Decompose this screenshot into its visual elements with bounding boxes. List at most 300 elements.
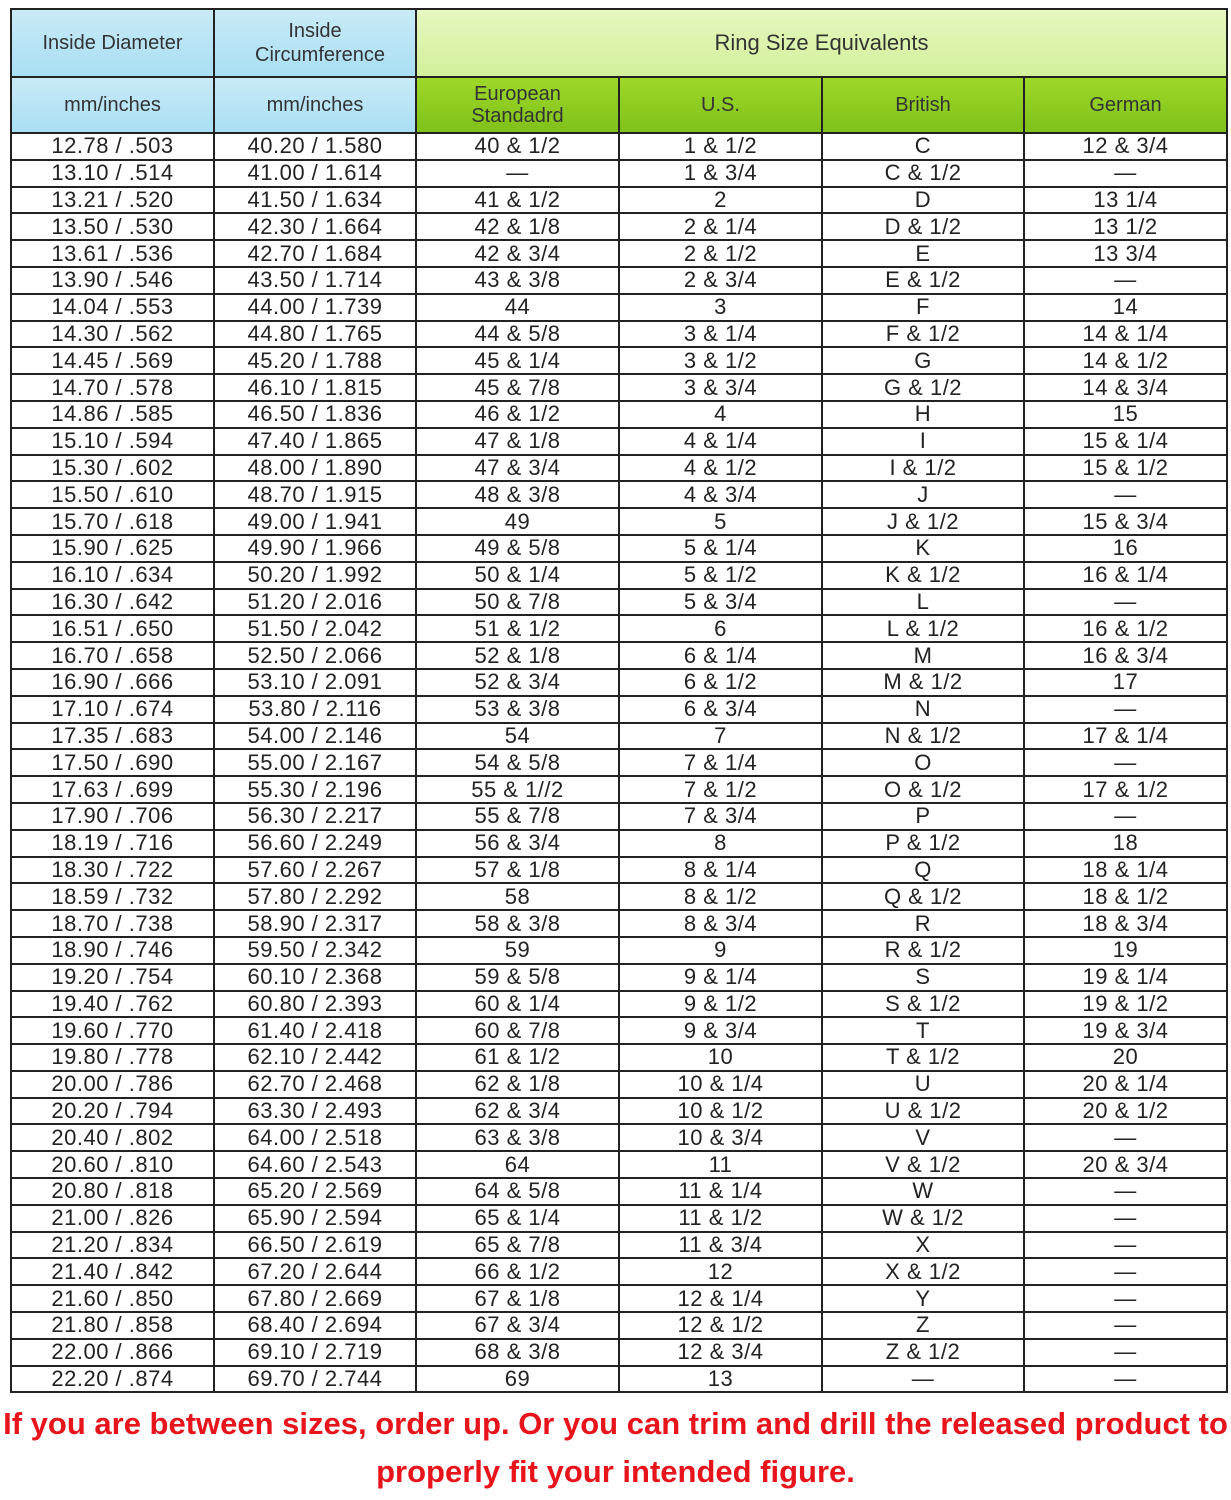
european-cell: 44: [416, 294, 619, 321]
diameter-cell: 12.78 / .503: [11, 133, 214, 160]
us-cell: 5 & 1/4: [619, 535, 822, 562]
diameter-cell: 20.00 / .786: [11, 1071, 214, 1098]
circumference-cell: 69.70 / 2.744: [214, 1366, 416, 1393]
european-cell: 56 & 3/4: [416, 830, 619, 857]
german-cell: 14 & 3/4: [1024, 374, 1227, 401]
german-cell: 15 & 1/2: [1024, 455, 1227, 482]
table-row: [11, 1312, 1227, 1339]
german-cell: 13 1/2: [1024, 213, 1227, 240]
german-cell: 17 & 1/2: [1024, 776, 1227, 803]
british-cell: K & 1/2: [822, 562, 1024, 589]
german-cell: —: [1024, 481, 1227, 508]
table-row: [11, 133, 1227, 160]
european-cell: 47 & 1/8: [416, 428, 619, 455]
british-cell: L: [822, 589, 1024, 616]
european-cell: 42 & 3/4: [416, 240, 619, 267]
british-cell: X: [822, 1232, 1024, 1259]
diameter-cell: 19.40 / .762: [11, 991, 214, 1018]
british-cell: Q: [822, 857, 1024, 884]
circumference-cell: 57.60 / 2.267: [214, 857, 416, 884]
diameter-cell: 14.86 / .585: [11, 401, 214, 428]
us-cell: 13: [619, 1366, 822, 1393]
european-cell: 60 & 1/4: [416, 991, 619, 1018]
german-cell: 18 & 3/4: [1024, 910, 1227, 937]
table-row: [11, 1151, 1227, 1178]
us-cell: 2 & 1/2: [619, 240, 822, 267]
european-cell: 58 & 3/8: [416, 910, 619, 937]
british-cell: R & 1/2: [822, 937, 1024, 964]
circumference-cell: 45.20 / 1.788: [214, 347, 416, 374]
european-cell: 43 & 3/8: [416, 267, 619, 294]
european-cell: 59 & 5/8: [416, 964, 619, 991]
european-cell: 45 & 1/4: [416, 347, 619, 374]
german-cell: —: [1024, 1205, 1227, 1232]
diameter-cell: 22.20 / .874: [11, 1366, 214, 1393]
british-cell: U: [822, 1071, 1024, 1098]
circumference-cell: 48.00 / 1.890: [214, 455, 416, 482]
european-cell: 53 & 3/8: [416, 696, 619, 723]
circumference-cell: 67.20 / 2.644: [214, 1258, 416, 1285]
circumference-cell: 65.90 / 2.594: [214, 1205, 416, 1232]
european-cell: 65 & 1/4: [416, 1205, 619, 1232]
table-row: [11, 669, 1227, 696]
british-cell: F & 1/2: [822, 321, 1024, 348]
us-cell: 4 & 3/4: [619, 481, 822, 508]
diameter-cell: 13.50 / .530: [11, 213, 214, 240]
us-cell: 7 & 1/4: [619, 749, 822, 776]
circumference-cell: 41.00 / 1.614: [214, 160, 416, 187]
british-cell: C: [822, 133, 1024, 160]
circumference-cell: 63.30 / 2.493: [214, 1098, 416, 1125]
diameter-cell: 15.30 / .602: [11, 455, 214, 482]
british-cell: I & 1/2: [822, 455, 1024, 482]
header-ring-size-equivalents: Ring Size Equivalents: [416, 9, 1227, 77]
german-cell: —: [1024, 803, 1227, 830]
british-cell: O: [822, 749, 1024, 776]
table-row: [11, 830, 1227, 857]
table-row: [11, 991, 1227, 1018]
german-cell: 20: [1024, 1044, 1227, 1071]
diameter-cell: 13.90 / .546: [11, 267, 214, 294]
british-cell: V & 1/2: [822, 1151, 1024, 1178]
british-cell: T: [822, 1017, 1024, 1044]
circumference-cell: 67.80 / 2.669: [214, 1285, 416, 1312]
circumference-cell: 42.30 / 1.664: [214, 213, 416, 240]
table-row: [11, 1178, 1227, 1205]
table-row: [11, 1017, 1227, 1044]
diameter-cell: 16.10 / .634: [11, 562, 214, 589]
table-row: [11, 267, 1227, 294]
us-cell: 12 & 3/4: [619, 1339, 822, 1366]
british-cell: G & 1/2: [822, 374, 1024, 401]
table-row: [11, 1339, 1227, 1366]
german-cell: —: [1024, 1366, 1227, 1393]
german-cell: 17: [1024, 669, 1227, 696]
german-cell: —: [1024, 1339, 1227, 1366]
table-row: [11, 615, 1227, 642]
diameter-cell: 17.63 / .699: [11, 776, 214, 803]
diameter-cell: 16.70 / .658: [11, 642, 214, 669]
european-cell: 66 & 1/2: [416, 1258, 619, 1285]
us-cell: 7 & 1/2: [619, 776, 822, 803]
us-cell: 9 & 1/2: [619, 991, 822, 1018]
table-row: [11, 1205, 1227, 1232]
british-cell: E: [822, 240, 1024, 267]
circumference-cell: 54.00 / 2.146: [214, 723, 416, 750]
diameter-cell: 18.59 / .732: [11, 883, 214, 910]
diameter-cell: 19.20 / .754: [11, 964, 214, 991]
british-cell: N: [822, 696, 1024, 723]
diameter-cell: 21.20 / .834: [11, 1232, 214, 1259]
german-cell: —: [1024, 589, 1227, 616]
diameter-cell: 17.10 / .674: [11, 696, 214, 723]
british-cell: O & 1/2: [822, 776, 1024, 803]
european-cell: 50 & 7/8: [416, 589, 619, 616]
circumference-cell: 56.30 / 2.217: [214, 803, 416, 830]
us-cell: 6 & 3/4: [619, 696, 822, 723]
diameter-cell: 17.90 / .706: [11, 803, 214, 830]
german-cell: 19 & 3/4: [1024, 1017, 1227, 1044]
us-cell: 8 & 3/4: [619, 910, 822, 937]
circumference-cell: 44.80 / 1.765: [214, 321, 416, 348]
european-cell: 49 & 5/8: [416, 535, 619, 562]
german-cell: —: [1024, 267, 1227, 294]
circumference-cell: 46.10 / 1.815: [214, 374, 416, 401]
german-cell: —: [1024, 1312, 1227, 1339]
european-cell: —: [416, 160, 619, 187]
european-cell: 63 & 3/8: [416, 1124, 619, 1151]
table-row: [11, 749, 1227, 776]
table-row: [11, 1285, 1227, 1312]
us-cell: 5 & 1/2: [619, 562, 822, 589]
us-cell: 10 & 3/4: [619, 1124, 822, 1151]
table-row: [11, 910, 1227, 937]
european-cell: 52 & 3/4: [416, 669, 619, 696]
british-cell: K: [822, 535, 1024, 562]
british-cell: F: [822, 294, 1024, 321]
british-cell: W: [822, 1178, 1024, 1205]
german-cell: —: [1024, 1285, 1227, 1312]
header-european: European Standadrd: [416, 77, 619, 133]
header-british: British: [822, 77, 1024, 133]
us-cell: 11: [619, 1151, 822, 1178]
table-row: [11, 1044, 1227, 1071]
table-row: [11, 1098, 1227, 1125]
diameter-cell: 19.80 / .778: [11, 1044, 214, 1071]
german-cell: 20 & 1/2: [1024, 1098, 1227, 1125]
european-cell: 52 & 1/8: [416, 642, 619, 669]
european-cell: 57 & 1/8: [416, 857, 619, 884]
header-german: German: [1024, 77, 1227, 133]
british-cell: D & 1/2: [822, 213, 1024, 240]
header-inside-circumference: Inside Circumference: [214, 9, 416, 77]
circumference-cell: 44.00 / 1.739: [214, 294, 416, 321]
british-cell: E & 1/2: [822, 267, 1024, 294]
german-cell: 20 & 1/4: [1024, 1071, 1227, 1098]
diameter-cell: 15.50 / .610: [11, 481, 214, 508]
german-cell: —: [1024, 1178, 1227, 1205]
european-cell: 48 & 3/8: [416, 481, 619, 508]
german-cell: 18: [1024, 830, 1227, 857]
diameter-cell: 17.35 / .683: [11, 723, 214, 750]
european-cell: 54 & 5/8: [416, 749, 619, 776]
european-cell: 45 & 7/8: [416, 374, 619, 401]
table-row: [11, 964, 1227, 991]
british-cell: X & 1/2: [822, 1258, 1024, 1285]
circumference-cell: 68.40 / 2.694: [214, 1312, 416, 1339]
british-cell: —: [822, 1366, 1024, 1393]
table-row: [11, 642, 1227, 669]
circumference-cell: 41.50 / 1.634: [214, 187, 416, 214]
german-cell: —: [1024, 1232, 1227, 1259]
table-row: [11, 160, 1227, 187]
diameter-cell: 22.00 / .866: [11, 1339, 214, 1366]
german-cell: 15 & 3/4: [1024, 508, 1227, 535]
us-cell: 7: [619, 723, 822, 750]
circumference-cell: 65.20 / 2.569: [214, 1178, 416, 1205]
circumference-cell: 64.60 / 2.543: [214, 1151, 416, 1178]
diameter-cell: 21.40 / .842: [11, 1258, 214, 1285]
us-cell: 9: [619, 937, 822, 964]
header-inside-diameter: Inside Diameter: [11, 9, 214, 77]
diameter-cell: 15.70 / .618: [11, 508, 214, 535]
us-cell: 1 & 1/2: [619, 133, 822, 160]
diameter-cell: 14.45 / .569: [11, 347, 214, 374]
european-cell: 41 & 1/2: [416, 187, 619, 214]
british-cell: J: [822, 481, 1024, 508]
us-cell: 6: [619, 615, 822, 642]
table-row: [11, 1232, 1227, 1259]
british-cell: S & 1/2: [822, 991, 1024, 1018]
british-cell: Q & 1/2: [822, 883, 1024, 910]
us-cell: 9 & 1/4: [619, 964, 822, 991]
british-cell: P: [822, 803, 1024, 830]
table-row: [11, 1258, 1227, 1285]
us-cell: 9 & 3/4: [619, 1017, 822, 1044]
us-cell: 2 & 1/4: [619, 213, 822, 240]
us-cell: 11 & 3/4: [619, 1232, 822, 1259]
us-cell: 12 & 1/2: [619, 1312, 822, 1339]
table-row: [11, 883, 1227, 910]
german-cell: 16 & 3/4: [1024, 642, 1227, 669]
german-cell: —: [1024, 1124, 1227, 1151]
diameter-cell: 16.51 / .650: [11, 615, 214, 642]
european-cell: 44 & 5/8: [416, 321, 619, 348]
european-cell: 42 & 1/8: [416, 213, 619, 240]
british-cell: S: [822, 964, 1024, 991]
us-cell: 6 & 1/2: [619, 669, 822, 696]
circumference-cell: 51.50 / 2.042: [214, 615, 416, 642]
british-cell: G: [822, 347, 1024, 374]
british-cell: Z: [822, 1312, 1024, 1339]
circumference-cell: 56.60 / 2.249: [214, 830, 416, 857]
table-row: [11, 213, 1227, 240]
european-cell: 68 & 3/8: [416, 1339, 619, 1366]
european-cell: 49: [416, 508, 619, 535]
table-row: [11, 1366, 1227, 1393]
circumference-cell: 40.20 / 1.580: [214, 133, 416, 160]
european-cell: 40 & 1/2: [416, 133, 619, 160]
circumference-cell: 53.80 / 2.116: [214, 696, 416, 723]
german-cell: 16 & 1/2: [1024, 615, 1227, 642]
diameter-cell: 14.70 / .578: [11, 374, 214, 401]
german-cell: 14 & 1/4: [1024, 321, 1227, 348]
circumference-cell: 62.10 / 2.442: [214, 1044, 416, 1071]
diameter-cell: 18.19 / .716: [11, 830, 214, 857]
table-row: [11, 723, 1227, 750]
table-row: [11, 374, 1227, 401]
british-cell: P & 1/2: [822, 830, 1024, 857]
european-cell: 67 & 3/4: [416, 1312, 619, 1339]
us-cell: 12: [619, 1258, 822, 1285]
circumference-cell: 48.70 / 1.915: [214, 481, 416, 508]
circumference-cell: 42.70 / 1.684: [214, 240, 416, 267]
diameter-cell: 20.60 / .810: [11, 1151, 214, 1178]
us-cell: 11 & 1/2: [619, 1205, 822, 1232]
circumference-cell: 49.00 / 1.941: [214, 508, 416, 535]
circumference-cell: 55.30 / 2.196: [214, 776, 416, 803]
european-cell: 59: [416, 937, 619, 964]
british-cell: Y: [822, 1285, 1024, 1312]
ring-size-table: [10, 8, 1228, 1393]
us-cell: 7 & 3/4: [619, 803, 822, 830]
us-cell: 8: [619, 830, 822, 857]
diameter-cell: 15.10 / .594: [11, 428, 214, 455]
circumference-cell: 60.10 / 2.368: [214, 964, 416, 991]
table-row: [11, 535, 1227, 562]
german-cell: 20 & 3/4: [1024, 1151, 1227, 1178]
european-cell: 64: [416, 1151, 619, 1178]
diameter-cell: 19.60 / .770: [11, 1017, 214, 1044]
table-row: [11, 803, 1227, 830]
german-cell: —: [1024, 696, 1227, 723]
circumference-cell: 58.90 / 2.317: [214, 910, 416, 937]
european-cell: 62 & 1/8: [416, 1071, 619, 1098]
circumference-cell: 51.20 / 2.016: [214, 589, 416, 616]
british-cell: I: [822, 428, 1024, 455]
diameter-cell: 14.30 / .562: [11, 321, 214, 348]
us-cell: 3 & 1/4: [619, 321, 822, 348]
table-row: [11, 696, 1227, 723]
circumference-cell: 62.70 / 2.468: [214, 1071, 416, 1098]
british-cell: W & 1/2: [822, 1205, 1024, 1232]
european-cell: 46 & 1/2: [416, 401, 619, 428]
header-us: U.S.: [619, 77, 822, 133]
diameter-cell: 13.61 / .536: [11, 240, 214, 267]
diameter-cell: 16.90 / .666: [11, 669, 214, 696]
table-row: [11, 937, 1227, 964]
table-row: [11, 455, 1227, 482]
european-cell: 47 & 3/4: [416, 455, 619, 482]
british-cell: N & 1/2: [822, 723, 1024, 750]
us-cell: 11 & 1/4: [619, 1178, 822, 1205]
german-cell: 18 & 1/2: [1024, 883, 1227, 910]
german-cell: 19 & 1/4: [1024, 964, 1227, 991]
us-cell: 4: [619, 401, 822, 428]
european-cell: 67 & 1/8: [416, 1285, 619, 1312]
us-cell: 3 & 1/2: [619, 347, 822, 374]
table-row: [11, 508, 1227, 535]
table-row: [11, 481, 1227, 508]
circumference-cell: 52.50 / 2.066: [214, 642, 416, 669]
german-cell: 19 & 1/2: [1024, 991, 1227, 1018]
table-row: [11, 428, 1227, 455]
british-cell: M & 1/2: [822, 669, 1024, 696]
diameter-cell: 18.70 / .738: [11, 910, 214, 937]
european-cell: 61 & 1/2: [416, 1044, 619, 1071]
german-cell: —: [1024, 160, 1227, 187]
british-cell: Z & 1/2: [822, 1339, 1024, 1366]
circumference-cell: 43.50 / 1.714: [214, 267, 416, 294]
european-cell: 62 & 3/4: [416, 1098, 619, 1125]
us-cell: 10 & 1/2: [619, 1098, 822, 1125]
british-cell: V: [822, 1124, 1024, 1151]
footer-note: If you are between sizes, order up. Or you can trim and drill the released product to properly fit your intended figure.: [3, 1406, 1228, 1489]
diameter-cell: 21.80 / .858: [11, 1312, 214, 1339]
header-units-diameter: mm/inches: [11, 77, 214, 133]
british-cell: C & 1/2: [822, 160, 1024, 187]
european-cell: 54: [416, 723, 619, 750]
diameter-cell: 13.21 / .520: [11, 187, 214, 214]
header-units-circumference: mm/inches: [214, 77, 416, 133]
circumference-cell: 57.80 / 2.292: [214, 883, 416, 910]
diameter-cell: 20.40 / .802: [11, 1124, 214, 1151]
german-cell: 16 & 1/4: [1024, 562, 1227, 589]
british-cell: L & 1/2: [822, 615, 1024, 642]
british-cell: U & 1/2: [822, 1098, 1024, 1125]
table-row: [11, 1071, 1227, 1098]
diameter-cell: 21.60 / .850: [11, 1285, 214, 1312]
circumference-cell: 46.50 / 1.836: [214, 401, 416, 428]
circumference-cell: 69.10 / 2.719: [214, 1339, 416, 1366]
us-cell: 4 & 1/4: [619, 428, 822, 455]
circumference-cell: 49.90 / 1.966: [214, 535, 416, 562]
diameter-cell: 18.30 / .722: [11, 857, 214, 884]
circumference-cell: 55.00 / 2.167: [214, 749, 416, 776]
circumference-cell: 61.40 / 2.418: [214, 1017, 416, 1044]
european-cell: 55 & 1//2: [416, 776, 619, 803]
us-cell: 6 & 1/4: [619, 642, 822, 669]
us-cell: 4 & 1/2: [619, 455, 822, 482]
diameter-cell: 13.10 / .514: [11, 160, 214, 187]
ring-size-chart: [10, 8, 1226, 1393]
diameter-cell: 17.50 / .690: [11, 749, 214, 776]
circumference-cell: 60.80 / 2.393: [214, 991, 416, 1018]
german-cell: 13 3/4: [1024, 240, 1227, 267]
us-cell: 10 & 1/4: [619, 1071, 822, 1098]
circumference-cell: 50.20 / 1.992: [214, 562, 416, 589]
german-cell: 14 & 1/2: [1024, 347, 1227, 374]
us-cell: 2: [619, 187, 822, 214]
circumference-cell: 59.50 / 2.342: [214, 937, 416, 964]
us-cell: 12 & 1/4: [619, 1285, 822, 1312]
circumference-cell: 47.40 / 1.865: [214, 428, 416, 455]
table-row: [11, 321, 1227, 348]
table-row: [11, 187, 1227, 214]
german-cell: —: [1024, 1258, 1227, 1285]
german-cell: 18 & 1/4: [1024, 857, 1227, 884]
diameter-cell: 20.80 / .818: [11, 1178, 214, 1205]
circumference-cell: 64.00 / 2.518: [214, 1124, 416, 1151]
european-cell: 51 & 1/2: [416, 615, 619, 642]
diameter-cell: 18.90 / .746: [11, 937, 214, 964]
table-row: [11, 347, 1227, 374]
us-cell: 10: [619, 1044, 822, 1071]
british-cell: J & 1/2: [822, 508, 1024, 535]
british-cell: H: [822, 401, 1024, 428]
table-row: [11, 589, 1227, 616]
european-cell: 64 & 5/8: [416, 1178, 619, 1205]
